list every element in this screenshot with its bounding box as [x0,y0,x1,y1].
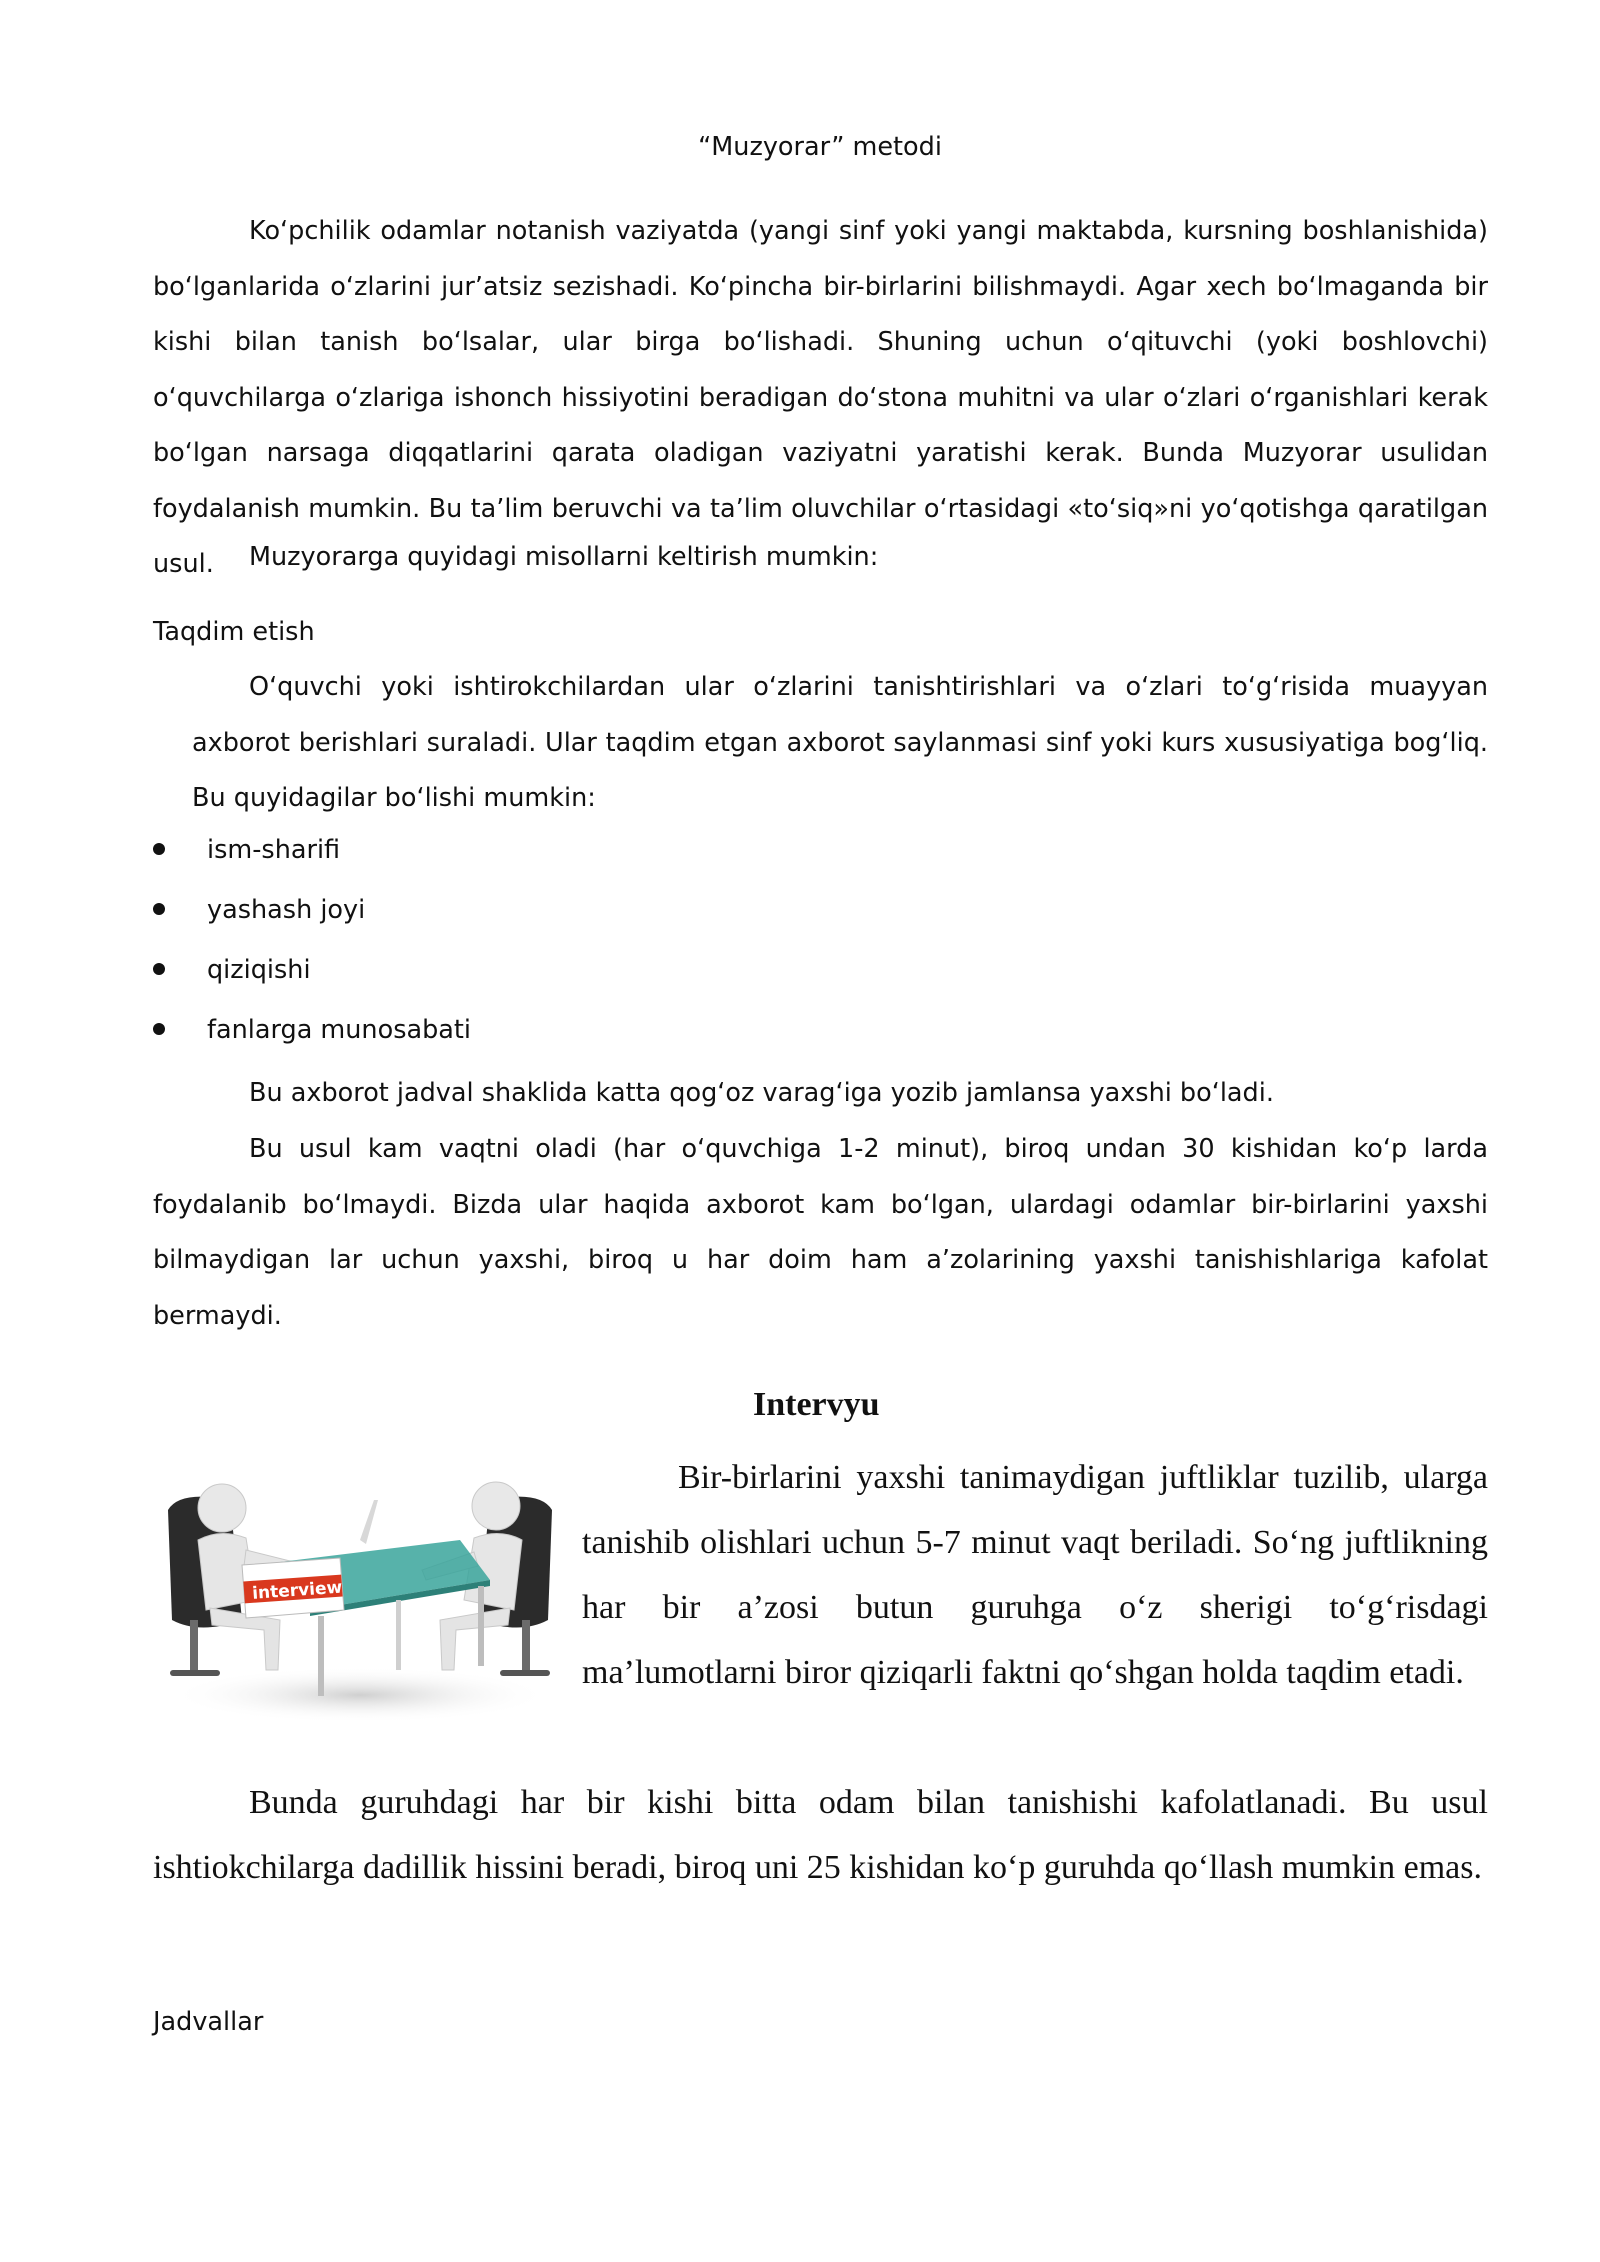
interview-heading: Intervyu [753,1386,880,1423]
presentation-paragraph: O‘quvchi yoki ishtirokchilardan ular o‘zlarini tanishtirishlari va o‘zlari to‘g‘risida muayyan axborot berishlari suraladi. Ular taqdim etgan axborot saylanmasi sinf yoki kurs xususiyatiga bog‘liq. Bu quyidagilar bo‘lishi mumkin: [192,672,1488,813]
table-note-block [153,1066,1488,1122]
bullet-dot-icon [153,963,165,975]
interview-paragraph: Bir-birlarini yaxshi tanimaydigan juftliklar tuzilib, ularga tanishib olishlari uchun 5-7 minut vaqt beriladi. So‘ng juftlikning har bir a’zosi butun guruhga o‘z sherigi to‘g‘risdagi ma’lumotlarni biror qiziqarli faktni qo‘shgan holda taqdim etadi. [582,1459,1488,1691]
examples-intro: Muzyorarga quyidagi misollarni keltirish mumkin: [249,542,879,572]
bullet-dot-icon [153,903,165,915]
sign-text: interview [251,1577,343,1604]
document-title: “Muzyorar” metodi [698,132,942,162]
presentation-block [192,660,1488,827]
section-presentation-heading: Taqdim etish [153,617,315,647]
list-item: yashash joyi [153,886,471,946]
list-item: ism-sharifi [153,826,471,886]
section-heading-block [153,605,1488,661]
interview-paragraph-2: Bunda guruhdagi har bir kishi bitta odam bilan tanishishi kafolatlanadi. Bu usul ishtiokchilarga dadillik hissini beradi, biroq uni 25 kishidan ko‘p guruhda qo‘llash mumkin emas. [153,1784,1488,1886]
usage-block [153,1122,1488,1344]
bullet-dot-icon [153,1023,165,1035]
interview-illustration-icon [160,1470,560,1730]
table-note: Bu axborot jadval shaklida katta qog‘oz varag‘iga yozib jamlansa yaxshi bo‘ladi. [249,1078,1274,1108]
attribute-list [153,826,471,1066]
examples-intro-block [153,530,1488,586]
list-item: qiziqishi [153,946,471,1006]
list-item: fanlarga munosabati [153,1006,471,1066]
usage-paragraph: Bu usul kam vaqtni oladi (har o‘quvchiga 1-2 minut), biroq undan 30 kishidan ko‘p larda foydalanib bo‘lmaydi. Bizda ular haqida axborot kam bo‘lgan, ulardagi odamlar bir-birlarini yaxshi bilmaydigan lar uchun yaxshi, biroq u har doim ham a’zolarining yaxshi tanishishlariga kafolat bermaydi. [153,1134,1488,1331]
bullet-dot-icon [153,843,165,855]
footer-label: Jadvallar [153,2007,264,2037]
footer-label-block [153,1995,1488,2051]
intro-paragraph: Ko‘pchilik odamlar notanish vaziyatda (yangi sinf yoki yangi maktabda, kursning boshlanishida) bo‘lganlarida o‘zlarini jur’atsiz sezishadi. Ko‘pincha bir-birlarini bilishmaydi. Agar xech bo‘lmaganda bir kishi bilan tanish bo‘lsalar, ular birga bo‘lishadi. Shuning uchun o‘qituvchi (yoki boshlovchi) o‘quvchilarga o‘zlariga ishonch hissiyotini beradigan do‘stona muhitni va ular o‘zlari o‘rganishlari kerak bo‘lgan narsaga diqqatlarini qarata oladigan vaziyatni yaratishi kerak. Bunda Muzyorar usulidan foydalanish mumkin. Bu ta’lim beruvchi va ta’lim oluvchilar o‘rtasidagi «to‘siq»ni yo‘qotishga qaratilgan usul. [153,216,1488,579]
